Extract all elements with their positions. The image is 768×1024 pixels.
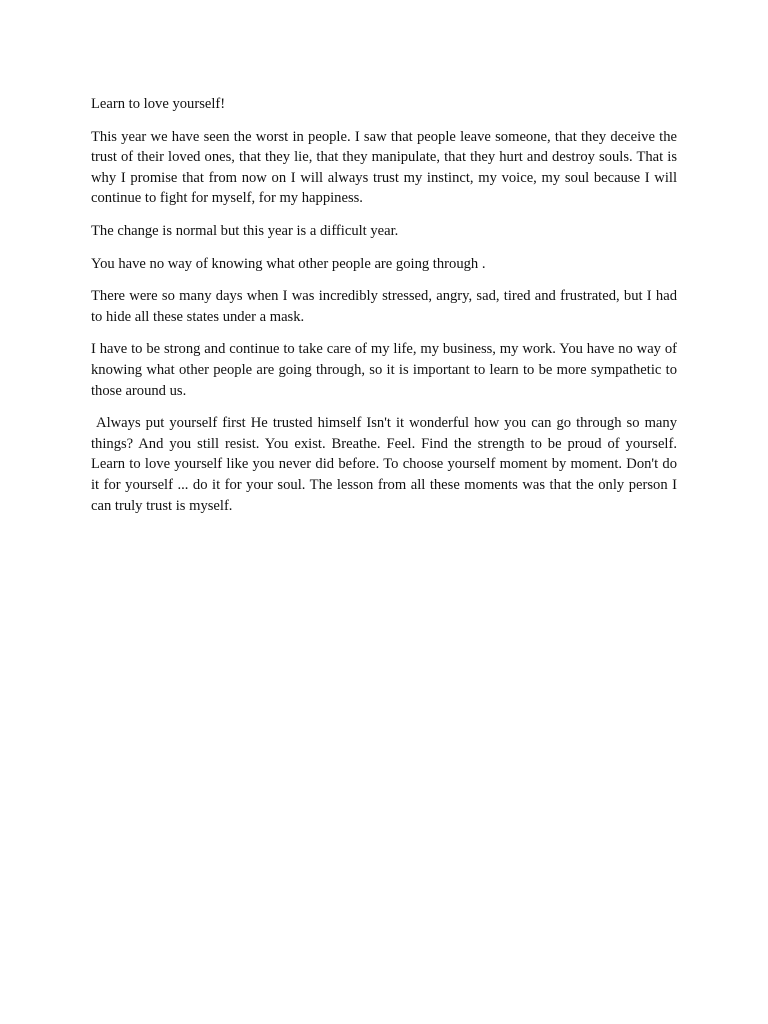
paragraph-put-yourself-first: Always put yourself first He trusted himself Isn't it wonderful how you can go through so many things? And you still resist. You exist. Breathe. Feel. Find the strength to be proud of yourself. Learn to love yourself like you never did before. To choose yourself moment by moment. Don't do it for yourself ... do it for your soul. The lesson from all these moments was that the only person I can truly trust is myself. [91, 415, 681, 514]
paragraph-stressed-days: There were so many days when I was incredibly stressed, angry, sad, tired and frustrated, but I had to hide all these states under a mask. [91, 288, 677, 325]
paragraph-change-is-normal: The change is normal but this year is a difficult year. [91, 222, 399, 239]
paragraph-no-way-of-knowing: You have no way of knowing what other people are going through . [91, 255, 486, 272]
document-body [91, 94, 681, 528]
document-title: Learn to love yourself! [91, 96, 226, 112]
paragraph-worst-in-people: This year we have seen the worst in people. I saw that people leave someone, that they deceive the trust of their loved ones, that they lie, that they manipulate, that they hurt and destroy souls. That is why I promise that from now on I will always trust my instinct, my voice, my soul because I will continue to fight for myself, for my happiness. [91, 128, 677, 207]
paragraph-be-strong: I have to be strong and continue to take care of my life, my business, my work. You have no way of knowing what other people are going through, so it is important to learn to be more sympathetic to those around us. [91, 341, 677, 399]
